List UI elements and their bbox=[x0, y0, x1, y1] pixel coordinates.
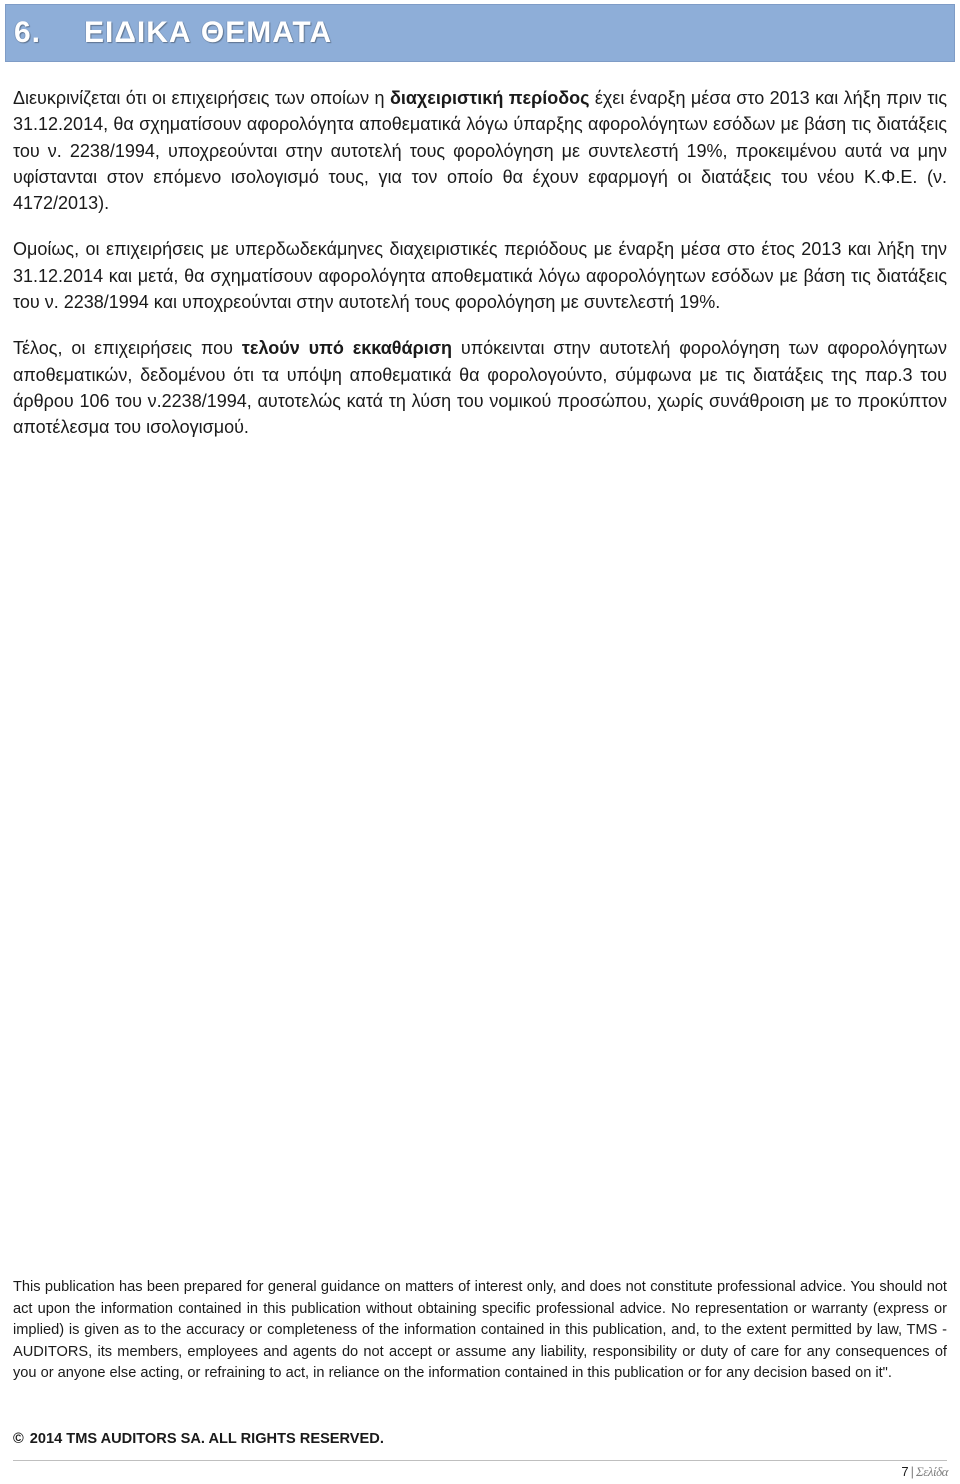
section-number: 6. bbox=[14, 16, 42, 49]
paragraph-text: έχει έναρξη μέσα στο 2013 και λήξη πριν τις 31.12.2014, θα σχηματίσουν αφορολόγητα αποθεματικά λόγω ύπαρξης αφορολόγητων εσόδων με βάση τις διατάξεις του ν. 2238/1994, υποχρεούνται στην αυτοτελή τους φορολόγηση με συντελεστή 19%, προκειμένου αυτά να μην υφίστανται στον επόμενο ισολογισμό τους, για τον οποίο θα έχουν εφαρμογή οι διατάξεις του νέου Κ.Φ.Ε. (ν. 4172/2013). bbox=[13, 88, 947, 214]
section-title: ΕΙΔΙΚΑ ΘΕΜΑΤΑ bbox=[84, 16, 333, 49]
copyright-text: 2014 TMS AUDITORS SA. ALL RIGHTS RESERVED. bbox=[29, 1431, 384, 1447]
page-footer bbox=[901, 1463, 948, 1481]
disclaimer-text: This publication has been prepared for general guidance on matters of interest only, and does not constitute professional advice. You should not act upon the information contained in this publication without obtaining specific professional advice. No representation or warranty (express or implied) is given as to the accuracy or completeness of the information contained in this publication, and, to the extent permitted by law, TMS - AUDITORS, its members, employees and agents do not accept or assume any liability, responsibility or duty of care for any consequences of you or anyone else acting, or refraining to act, in reliance on the information contained in this publication or for any decision based on it". bbox=[13, 1279, 947, 1382]
section-heading bbox=[14, 15, 332, 51]
paragraph-management-period bbox=[13, 85, 947, 216]
paragraph-text: Τέλος, οι επιχειρήσεις που bbox=[13, 338, 242, 359]
copyright-notice bbox=[13, 1428, 384, 1450]
paragraph-extended-periods: Ομοίως, οι επιχειρήσεις με υπερδωδεκάμηνες διαχειριστικές περιόδους με έναρξη μέσα στο έτος 2013 και λήξη την 31.12.2014 και μετά, θα σχηματίσουν αφορολόγητα αποθεματικά λόγω αφορολόγητων εσόδων με βάση τις διατάξεις του ν. 2238/1994 και υποχρεούνται στην αυτοτελή τους φορολόγηση με συντελεστή 19%. bbox=[13, 239, 947, 313]
copyright-icon: © bbox=[13, 1431, 24, 1447]
main-content bbox=[13, 85, 947, 461]
footer-divider bbox=[13, 1460, 947, 1461]
page-number: 7 bbox=[901, 1464, 909, 1479]
paragraph-emphasis: διαχειριστική περίοδος bbox=[389, 88, 590, 108]
page-separator: | bbox=[910, 1464, 915, 1479]
paragraph-liquidation bbox=[13, 335, 947, 440]
paragraph-text: υπόκεινται στην αυτοτελή φορολόγηση των αφορολόγητων αποθεματικών, δεδομένου ότι τα υπόψη αποθεματικά θα φορολογούντο, σύμφωνα με τις διατάξεις της παρ.3 του άρθρου 106 του ν.2238/1994, αυτοτελώς κατά τη λύση του νομικού προσώπου, χωρίς συνάθροιση με το προκύπτον αποτέλεσμα του ισολογισμού. bbox=[13, 338, 947, 438]
section-heading-bar bbox=[5, 4, 955, 62]
page-label: Σελίδα bbox=[916, 1464, 948, 1479]
paragraph-emphasis: τελούν υπό εκκαθάριση bbox=[241, 338, 453, 359]
paragraph-text: Διευκρινίζεται ότι οι επιχειρήσεις των οποίων η bbox=[13, 88, 390, 108]
